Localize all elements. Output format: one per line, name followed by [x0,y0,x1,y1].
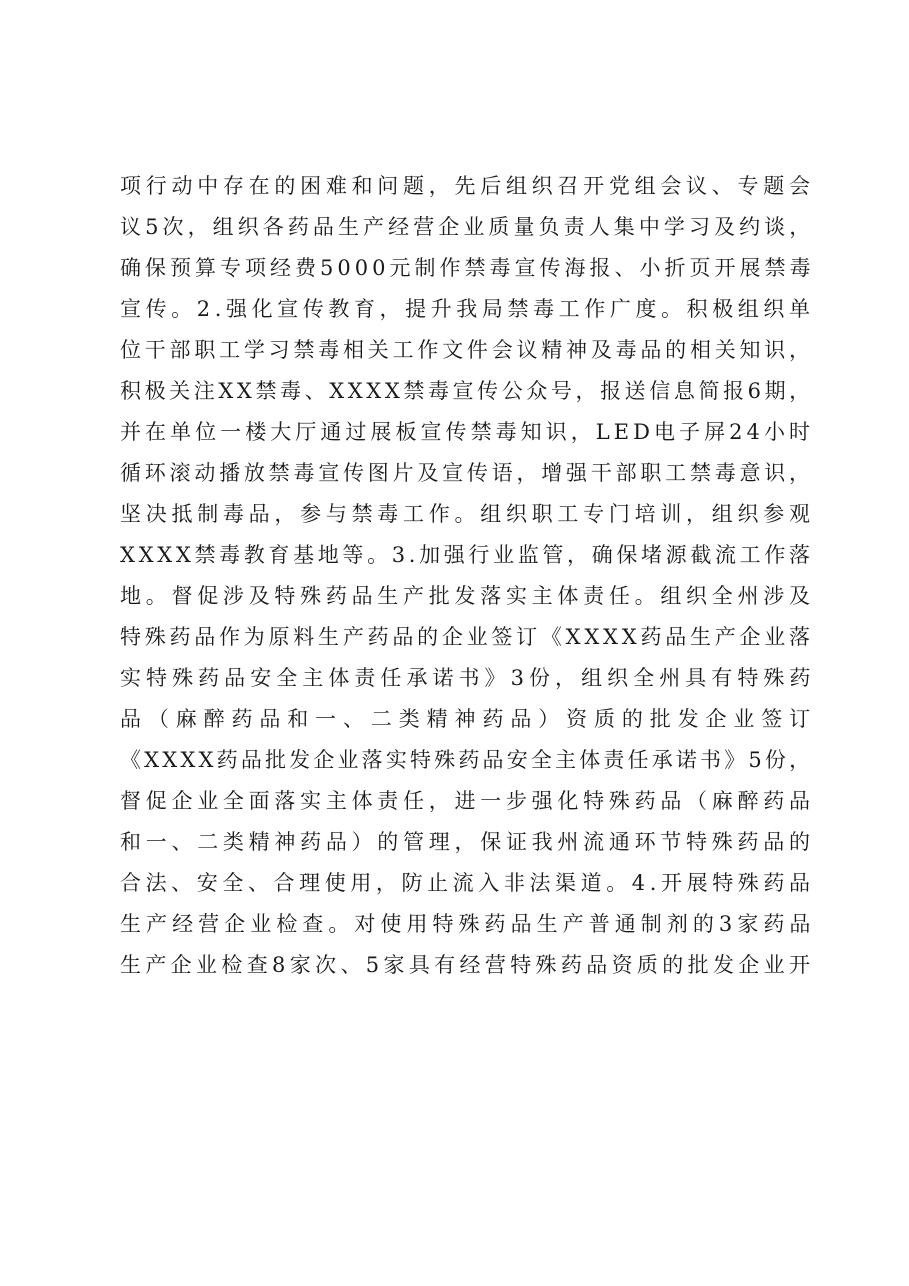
body-text [120,166,817,986]
text-line: 和一、二类精神药品）的管理，保证我州流通环节特殊药品的 [120,830,815,854]
text-line: 督促企业全面落实主体责任，进一步强化特殊药品（麻醉药品 [120,789,815,813]
text-line: 并在单位一楼大厅通过展板宣传禁毒知识，LED电子屏24小时 [120,420,815,444]
text-line: 议5次，组织各药品生产经营企业质量负责人集中学习及约谈， [120,215,815,239]
text-line: 项行动中存在的困难和问题，先后组织召开党组会议、专题会 [120,174,815,198]
text-line: 确保预算专项经费5000元制作禁毒宣传海报、小折页开展禁毒 [120,256,815,280]
text-line: 积极关注XX禁毒、XXXX禁毒宣传公众号，报送信息简报6期， [120,379,814,403]
text-line: 地。督促涉及特殊药品生产批发落实主体责任。组织全州涉及 [120,584,815,608]
text-line: XXXX禁毒教育基地等。3.加强行业监管，确保堵源截流工作落 [120,543,814,567]
text-line: 品（麻醉药品和一、二类精神药品）资质的批发企业签订 [120,707,817,731]
text-line: 位干部职工学习禁毒相关工作文件会议精神及毒品的相关知识， [120,338,814,362]
text-line: 合法、安全、合理使用，防止流入非法渠道。4.开展特殊药品 [120,871,815,895]
text-line: 坚决抵制毒品，参与禁毒工作。组织职工专门培训，组织参观 [120,502,815,526]
text-line: 特殊药品作为原料生产药品的企业签订《XXXX药品生产企业落 [120,625,814,649]
text-line: 生产企业检查8家次、5家具有经营特殊药品资质的批发企业开 [120,953,815,977]
text-line: 宣传。2.强化宣传教育，提升我局禁毒工作广度。积极组织单 [120,297,815,321]
text-line: 实特殊药品安全主体责任承诺书》3份，组织全州具有特殊药 [120,666,816,690]
text-line: 生产经营企业检查。对使用特殊药品生产普通制剂的3家药品 [120,912,816,936]
text-line: 循环滚动播放禁毒宣传图片及宣传语，增强干部职工禁毒意识， [120,461,814,485]
text-line: 《XXXX药品批发企业落实特殊药品安全主体责任承诺书》5份， [120,748,814,772]
